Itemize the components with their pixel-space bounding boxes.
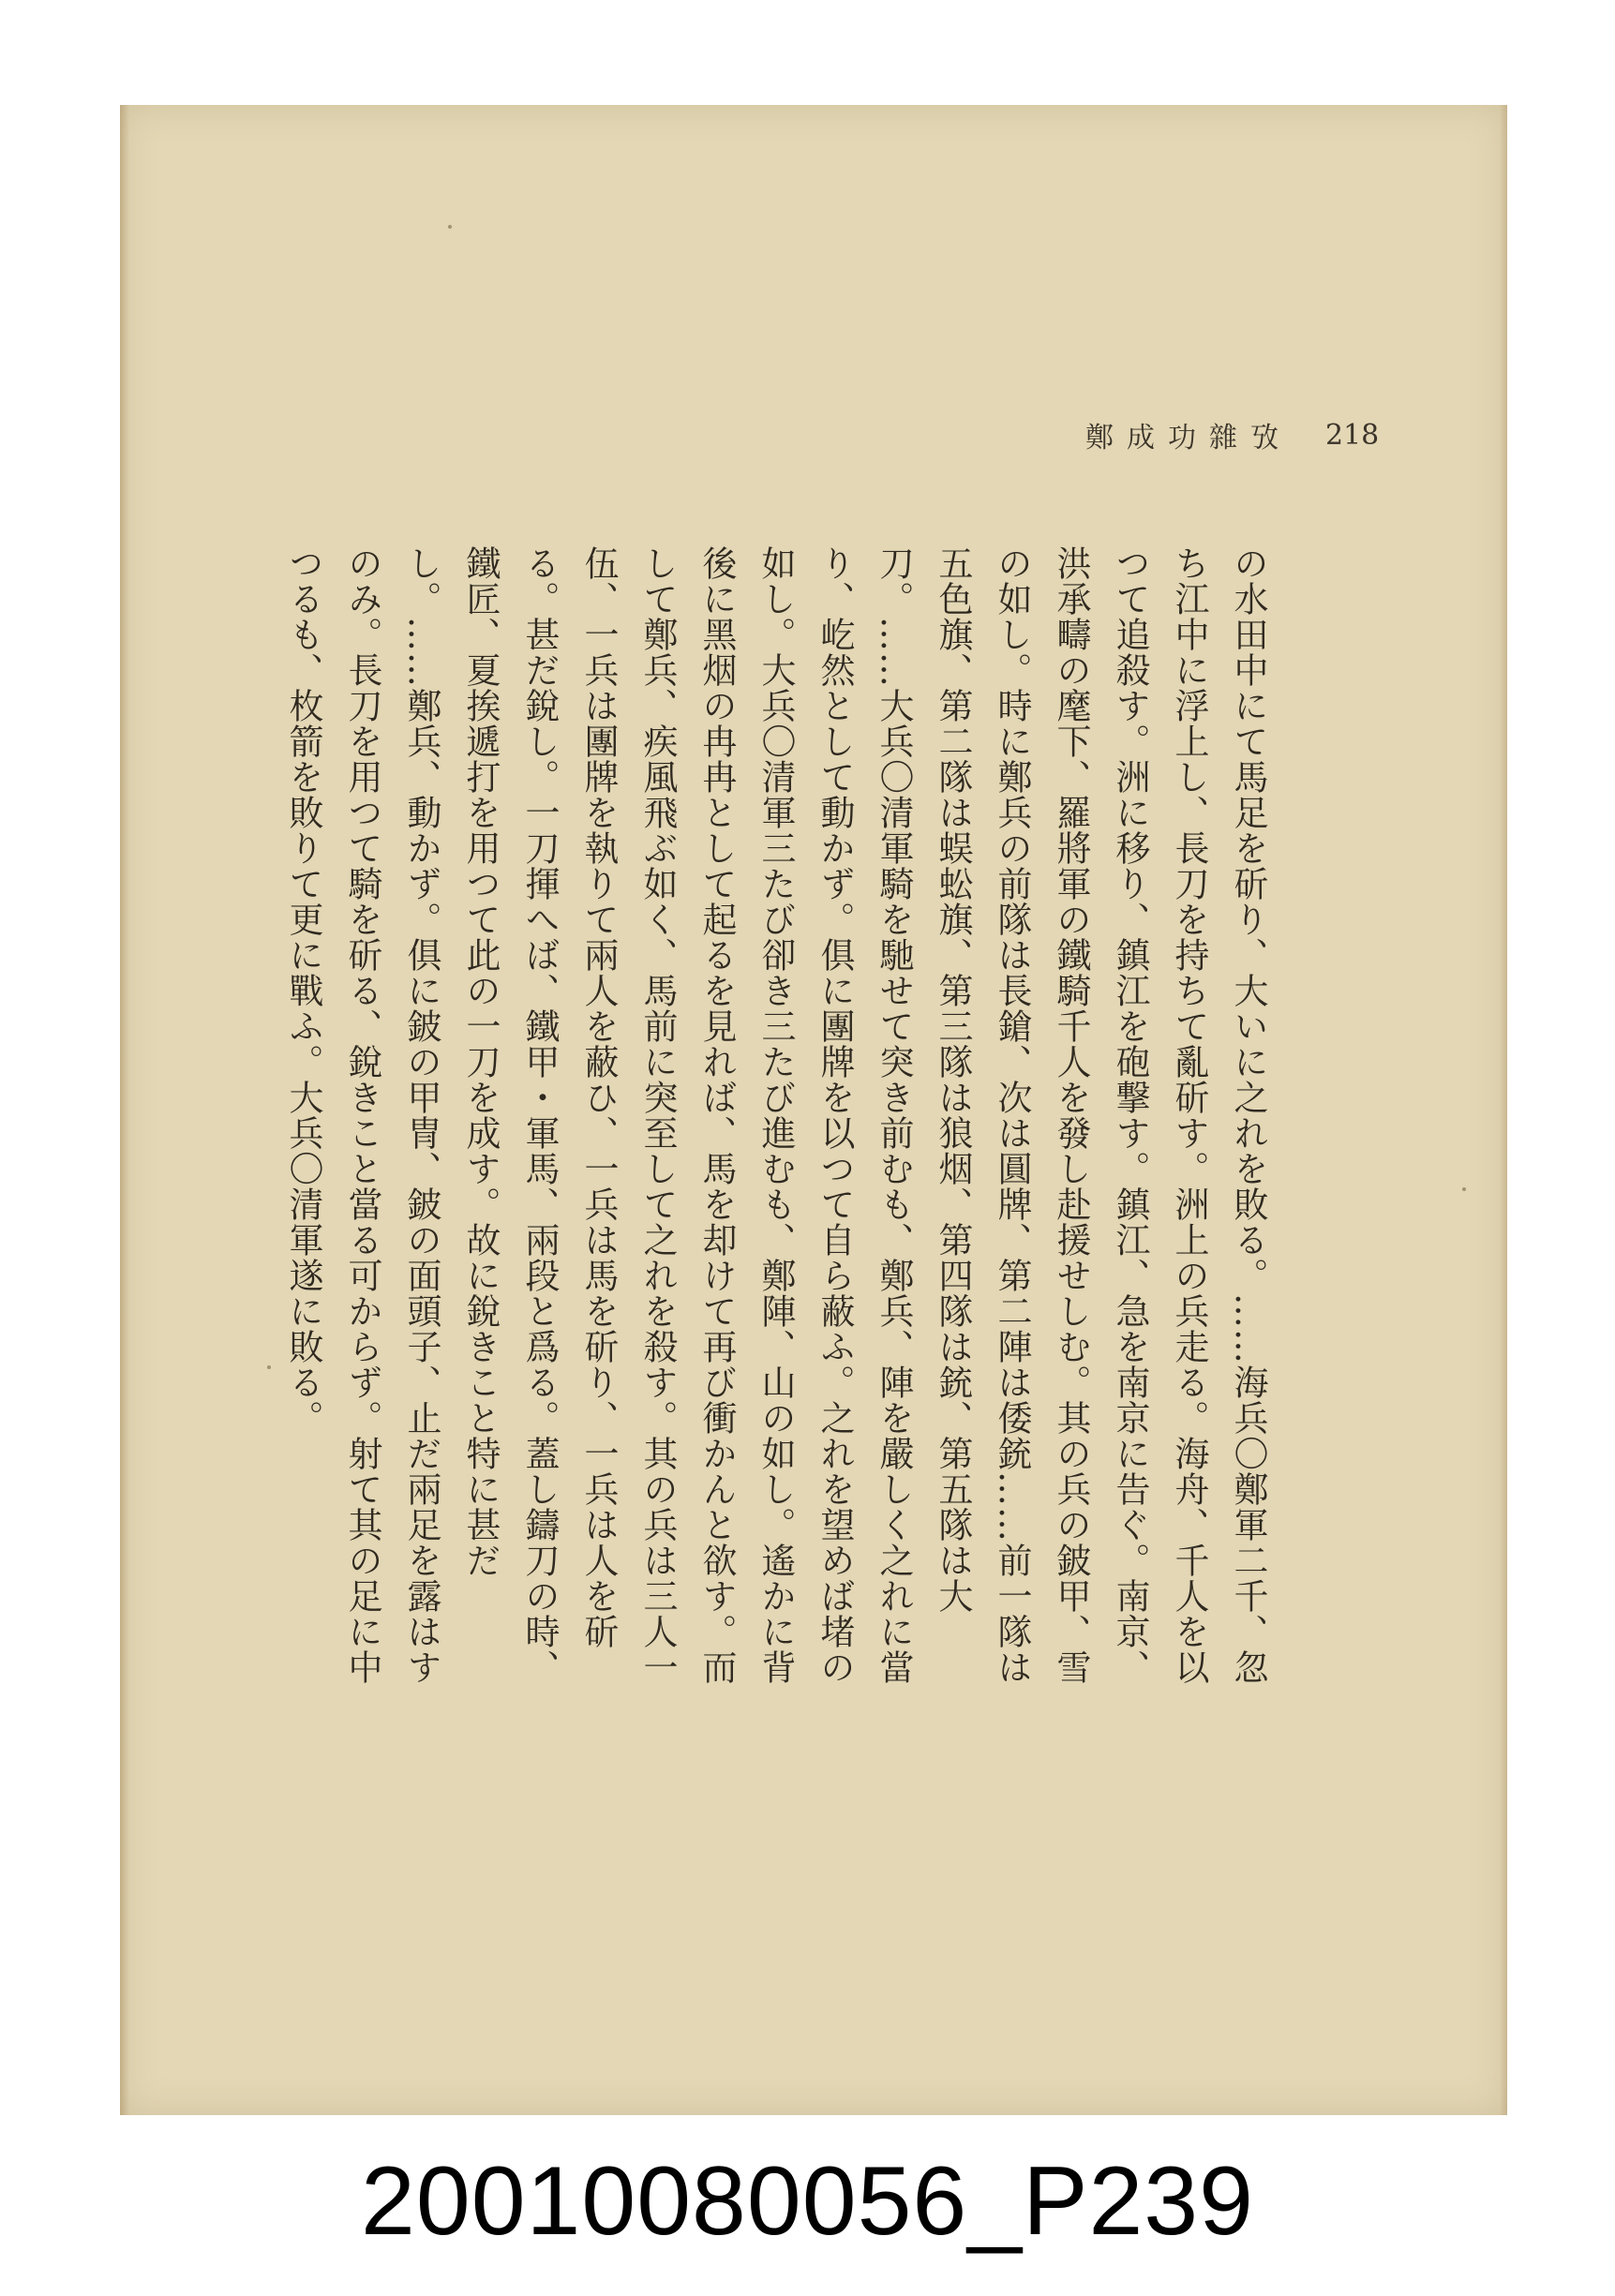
running-head: 鄭成功雜攷 (1085, 422, 1292, 455)
page-number: 218 (1325, 418, 1380, 452)
scanned-page (120, 105, 1507, 2115)
image-id-label: 20010080056_P239 (361, 2147, 1254, 2256)
body-text (283, 545, 1278, 1689)
paper-speck (448, 225, 452, 229)
page-header (1085, 414, 1379, 455)
paper-speck (1462, 1187, 1466, 1191)
paper-speck (267, 1365, 271, 1369)
body-paragraph: の水田中にて馬足を斫り、大いに之れを敗る。……海兵〇鄭軍二千、忽ち江中に浮上し、長刀を持ちて亂斫す。洲上の兵走る。海舟、千人を以つて追殺す。洲に移り、鎮江を砲撃す。鎮江、急を南京に告ぐ。南京、洪承疇の麾下、羅將軍の鐵騎千人を發し赴援せしむ。其の兵の鈹甲、雪の如し。時に鄭兵の前隊は長鎗、次は圓牌、第二陣は倭銃……前一隊は五色旗、第二隊は蜈蚣旗、第三隊は狼烟、第四隊は銃、第五隊は大刀。……大兵〇清軍騎を馳せて突き前むも、鄭兵、陣を嚴しく之れに當り、屹然として動かず。俱に團牌を以つて自ら蔽ふ。之れを望めば堵の如し。大兵〇清軍三たび卻き三たび進むも、鄭陣、山の如し。遙かに背後に黑烟の冉冉として起るを見れば、馬を却けて再び衝かんと欲す。而して鄭兵、疾風飛ぶ如く、馬前に突至して之れを殺す。其の兵は三人一伍、一兵は團牌を執りて兩人を蔽ひ、一兵は馬を斫り、一兵は人を斫る。甚だ銳し。一刀揮へば、鐵甲・軍馬、兩段と爲る。蓋し鑄刀の時、鐵匠、夏挨遞打を用つて此の一刀を成す。故に銳きこと特に甚だし。……鄭兵、動かず。俱に鈹の甲冑、鈹の面頭子、止だ兩足を露はすのみ。長刀を用つて騎を斫る、銳きこと當る可からず。射て其の足に中つるも、枚箭を敗りて更に戰ふ。大兵〇清軍遂に敗る。 (283, 545, 1268, 1685)
